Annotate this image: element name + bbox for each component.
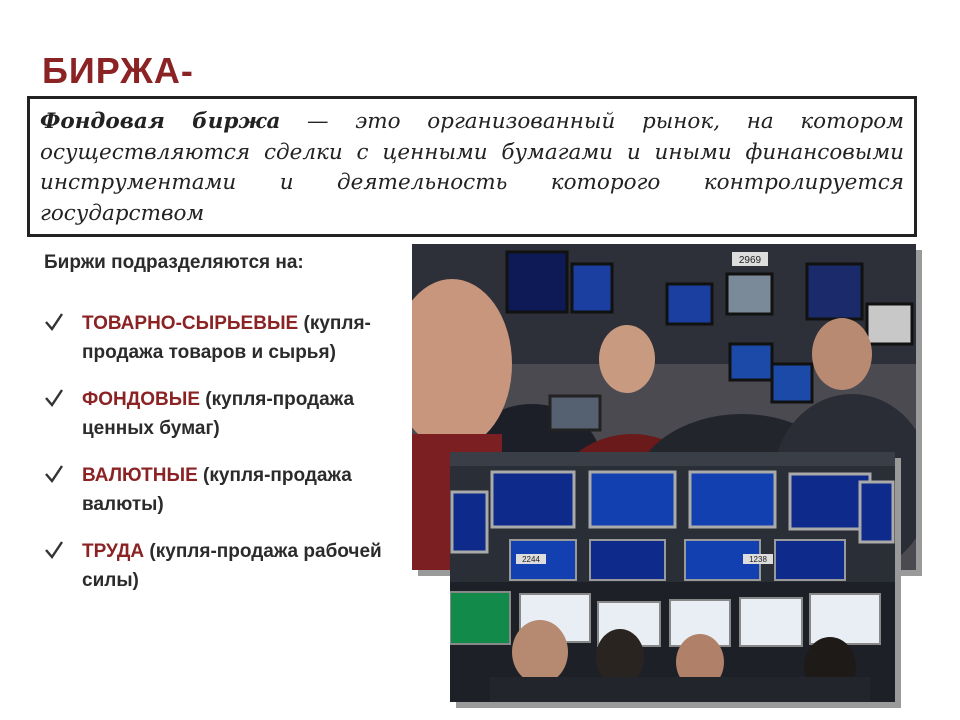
monitors-illustration <box>450 452 895 702</box>
post-number-label: 2969 <box>738 255 762 266</box>
item-category: ТРУДА <box>82 541 145 562</box>
checkmark-icon <box>44 540 64 560</box>
item-category: ВАЛЮТНЫЕ <box>82 465 198 486</box>
list-item <box>44 309 384 367</box>
checkmark-icon <box>44 388 64 408</box>
exchange-types-list <box>44 309 384 613</box>
item-description: (купля-продажа рабочей силы) <box>82 541 382 591</box>
item-category: ФОНДОВЫЕ <box>82 389 201 410</box>
item-category: ТОВАРНО-СЫРЬЕВЫЕ <box>82 313 299 334</box>
list-item <box>44 461 384 519</box>
item-description: (купля-продажа валюты) <box>82 465 352 515</box>
checkmark-icon <box>44 464 64 484</box>
item-description: (купля-продажа ценных бумаг) <box>82 389 355 439</box>
post-number-label: 1238 <box>749 555 767 564</box>
slide-title: БИРЖА- <box>42 50 194 91</box>
list-item <box>44 385 384 443</box>
definition-box <box>27 96 917 237</box>
post-number-label: 2244 <box>522 555 540 564</box>
definition-term: Фондовая биржа <box>40 109 281 134</box>
checkmark-icon <box>44 312 64 332</box>
list-item <box>44 537 384 595</box>
subheading: Биржи подразделяются на: <box>44 252 304 273</box>
monitors-photo <box>450 452 895 702</box>
item-description: (купля-продажа товаров и сырья) <box>82 313 371 363</box>
definition-text: — это организованный рынок, на котором осуществляются сделки с ценными бумагами и иными финансовыми инструментами и деятельность которого контролируется государством <box>40 109 904 226</box>
